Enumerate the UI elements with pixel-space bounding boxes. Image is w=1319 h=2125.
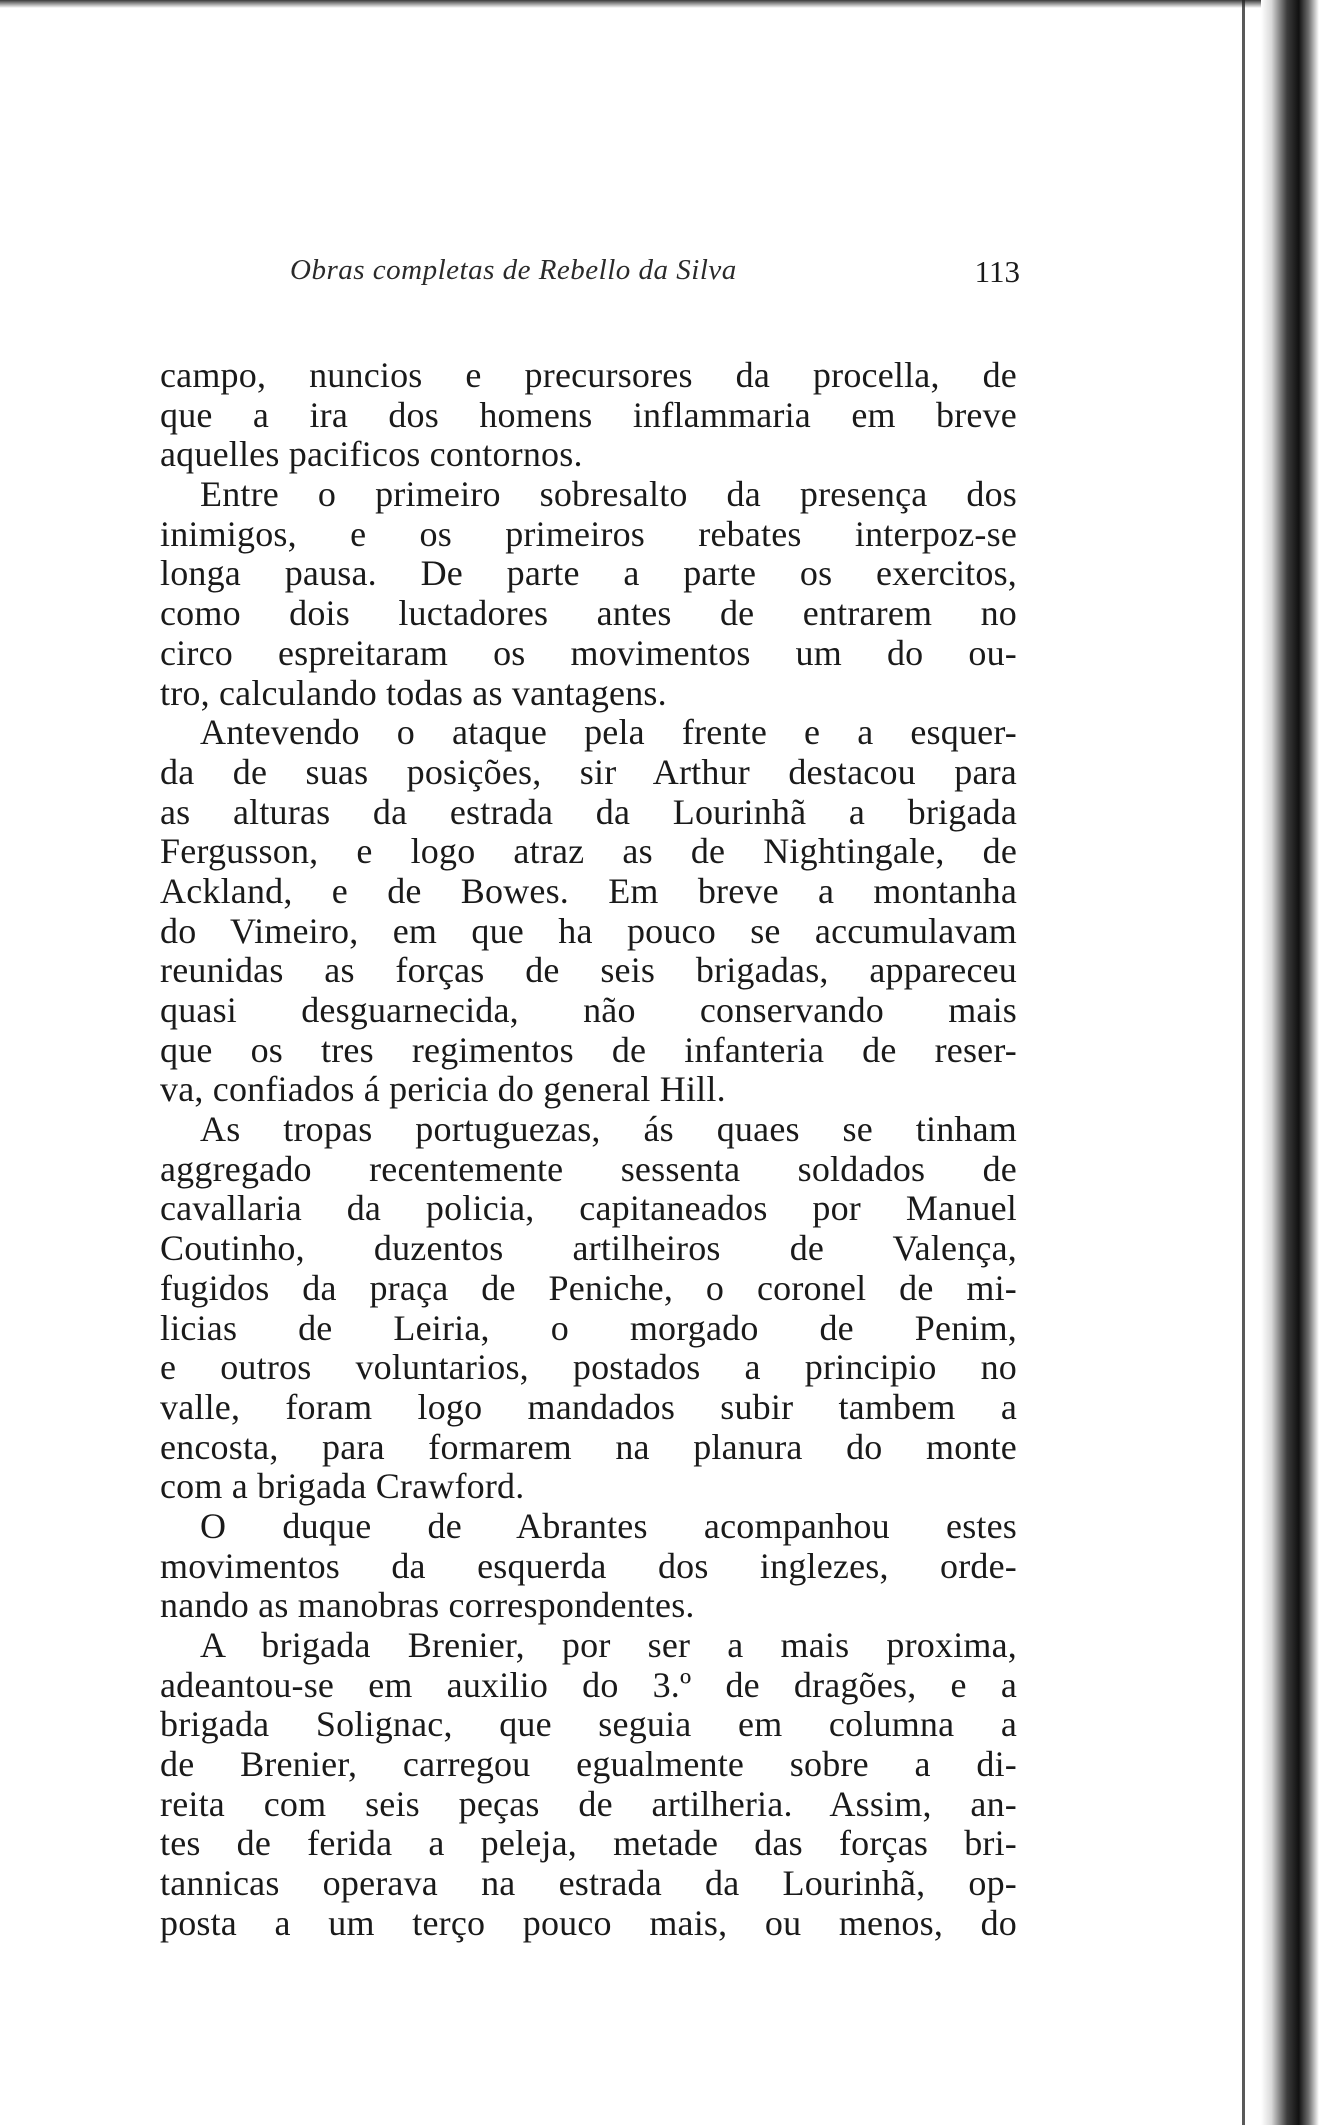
text-line: Fergusson, e logo atraz as de Nightingale, de [160, 831, 1017, 872]
text-line: as alturas da estrada da Lourinhã a brigada [160, 791, 1017, 832]
text-line: reunidas as forças de seis brigadas, appareceu [160, 950, 1017, 991]
page-margin-line [1242, 0, 1245, 2125]
book-binding-edge [1261, 0, 1319, 2125]
text-line: cavallaria da policia, capitaneados por Manuel [160, 1188, 1017, 1229]
text-line: movimentos da esquerda dos inglezes, orde- [160, 1545, 1017, 1586]
text-line: Entre o primeiro sobresalto da presença dos [200, 474, 1017, 515]
text-line: que os tres regimentos de infanteria de reser- [160, 1029, 1017, 1070]
body-text [160, 356, 1017, 1944]
text-line: inimigos, e os primeiros rebates interpoz-se [160, 513, 1017, 554]
text-line: quasi desguarnecida, não conservando mais [160, 990, 1017, 1030]
text-line: circo espreitaram os movimentos um do ou- [160, 632, 1017, 673]
text-line: de Brenier, carregou egualmente sobre a di- [160, 1744, 1017, 1785]
text-line: adeantou-se em auxilio do 3.º de dragões, e a [160, 1664, 1017, 1705]
text-line: aggregado recentemente sessenta soldados de [160, 1148, 1017, 1189]
text-line: A brigada Brenier, por ser a mais proxima, [200, 1625, 1017, 1665]
text-line: com a brigada Crawford. [160, 1466, 525, 1507]
text-line: longa pausa. De parte a parte os exercitos, [160, 553, 1017, 594]
text-line: da de suas posições, sir Arthur destacou para [160, 751, 1017, 792]
text-line: Coutinho, duzentos artilheiros de Valença, [160, 1228, 1017, 1269]
text-line: tro, calculando todas as vantagens. [160, 672, 667, 713]
text-line: Ackland, e de Bowes. Em breve a montanha [160, 870, 1017, 911]
text-line: valle, foram logo mandados subir tambem a [160, 1386, 1017, 1427]
text-line: va, confiados á pericia do general Hill. [160, 1069, 726, 1110]
text-line: tannicas operava na estrada da Lourinhã, op- [160, 1863, 1017, 1904]
page-number: 113 [974, 254, 1020, 289]
text-line: como dois luctadores antes de entrarem no [160, 593, 1017, 634]
text-line: do Vimeiro, em que ha pouco se accumulavam [160, 910, 1017, 951]
text-line: aquelles pacificos contornos. [160, 434, 583, 475]
text-line: encosta, para formarem na planura do monte [160, 1426, 1017, 1467]
text-line: nando as manobras correspondentes. [160, 1585, 695, 1626]
text-line: licias de Leiria, o morgado de Penim, [160, 1307, 1017, 1348]
running-title: Obras completas de Rebello da Silva [290, 254, 737, 286]
text-line: Antevendo o ataque pela frente e a esquer- [200, 712, 1017, 753]
text-line: e outros voluntarios, postados a principio no [160, 1347, 1017, 1388]
text-line: fugidos da praça de Peniche, o coronel de mi- [160, 1267, 1017, 1308]
text-line: que a ira dos homens inflammaria em breve [160, 394, 1017, 435]
text-line: posta a um terço pouco mais, ou menos, do [160, 1902, 1017, 1943]
text-line: tes de ferida a peleja, metade das forças bri- [160, 1823, 1017, 1864]
text-line: campo, nuncios e precursores da procella, de [160, 355, 1017, 395]
text-line: As tropas portuguezas, ás quaes se tinham [200, 1109, 1017, 1150]
text-line: O duque de Abrantes acompanhou estes [200, 1505, 1017, 1546]
text-line: brigada Solignac, que seguia em columna a [160, 1704, 1017, 1745]
scan-top-edge [0, 0, 1319, 8]
running-header [290, 254, 1020, 294]
text-line: reita com seis peças de artilheria. Assim, an- [160, 1783, 1017, 1824]
